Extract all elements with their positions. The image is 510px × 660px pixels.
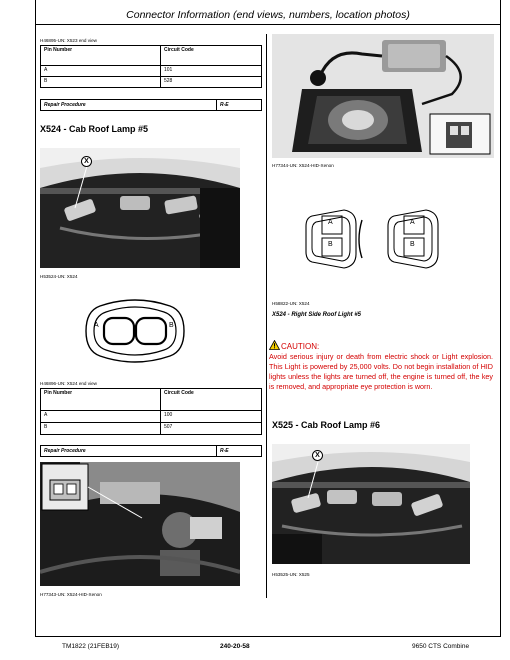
repair2-code: R-E bbox=[217, 446, 262, 457]
endview-right-caption: H58822-UN: X524 bbox=[272, 301, 310, 306]
page-border-left bbox=[35, 0, 36, 636]
footer-product-name: 9650 CTS Combine bbox=[412, 643, 470, 650]
table1-row1-pin: A bbox=[41, 66, 161, 77]
page-header-title: Connector Information (end views, numbers, location photos) bbox=[126, 9, 410, 21]
footer-rule bbox=[35, 636, 501, 637]
footer-page-number: 240-20-58 bbox=[220, 643, 250, 650]
repair1-code: R-E bbox=[217, 100, 262, 111]
repair2-label: Repair Procedure bbox=[41, 446, 217, 457]
heading-x524: X524 - Cab Roof Lamp #5 bbox=[40, 124, 149, 134]
repair-procedure-box-2 bbox=[40, 445, 262, 457]
right-end-view-pin-b-right: B bbox=[410, 241, 415, 248]
table1-caption: H46895-UN: X523 end view bbox=[40, 38, 97, 43]
page-border-right bbox=[500, 0, 501, 636]
table2-header-pin: Pin Number bbox=[41, 389, 161, 411]
caution-label: CAUTION: bbox=[281, 342, 320, 351]
table1-row2-circuit: 528 bbox=[161, 77, 262, 88]
circuit-table-x524 bbox=[40, 388, 262, 435]
table-row bbox=[41, 77, 262, 88]
endview-caption: H46896-UN: X524 end view bbox=[40, 381, 97, 386]
table1-header-pin: Pin Number bbox=[41, 46, 161, 66]
repair1-label: Repair Procedure bbox=[41, 100, 217, 111]
table1-row1-circuit: 101 bbox=[161, 66, 262, 77]
table1-row2-pin: B bbox=[41, 77, 161, 88]
caution-text: Avoid serious injury or death from electric shock or Light explosion. This Light is powered by 25,000 volts. Do not begin installation of HID lights unless the lights are turned off, the engine is turned off, the key is removed, and appropriate eye protection is worn. bbox=[269, 352, 493, 391]
subheading-right-side-roof-light: X524 - Right Side Roof Light #5 bbox=[272, 312, 362, 318]
end-view-pin-a-label: A bbox=[94, 322, 99, 329]
table-row bbox=[41, 423, 262, 435]
header-rule bbox=[35, 24, 501, 25]
footer-manual-id: TM1822 (21FEB19) bbox=[62, 643, 120, 650]
table-row bbox=[41, 66, 262, 77]
table2-row2-pin: B bbox=[41, 423, 161, 435]
photo-x525-cab-roof bbox=[272, 444, 470, 564]
photo2-caption: H77343-UN: X524-HID-Xenon bbox=[40, 592, 102, 597]
heading-x525: X525 - Cab Roof Lamp #6 bbox=[272, 420, 381, 430]
end-view-pin-b-label: B bbox=[169, 322, 174, 329]
photo-bottom-caption: H53525-UN: X525 bbox=[272, 572, 310, 577]
right-end-view-pin-b-left: B bbox=[328, 241, 333, 248]
circuit-table-x523 bbox=[40, 45, 262, 88]
table2-row1-pin: A bbox=[41, 411, 161, 423]
repair-procedure-box-1 bbox=[40, 99, 262, 111]
x524-end-view-diagram bbox=[80, 296, 190, 366]
warning-triangle-icon bbox=[269, 340, 280, 350]
photo-x524-hid-xenon-mounted bbox=[40, 462, 240, 586]
photo1-caption: H53524-UN: X524 bbox=[40, 274, 78, 279]
table2-row2-circuit: 507 bbox=[161, 423, 262, 435]
callout-x-marker: X bbox=[81, 156, 92, 167]
table-row bbox=[41, 411, 262, 423]
table2-row1-circuit: 100 bbox=[161, 411, 262, 423]
table2-header-circuit: Circuit Code bbox=[161, 389, 262, 411]
right-end-view-pin-a-right: A bbox=[410, 219, 415, 226]
callout-x-marker-x525: X bbox=[312, 450, 323, 461]
x524-right-end-view-diagram bbox=[304, 206, 454, 272]
right-end-view-pin-a-left: A bbox=[328, 219, 333, 226]
column-divider bbox=[266, 34, 267, 598]
table1-header-circuit: Circuit Code bbox=[161, 46, 262, 66]
photo-hid-xenon-light-unit bbox=[272, 34, 494, 158]
photo-x524-cab-roof bbox=[40, 148, 240, 268]
photo-top-caption: H77344-UN: X524-HID-Xenon bbox=[272, 163, 334, 168]
